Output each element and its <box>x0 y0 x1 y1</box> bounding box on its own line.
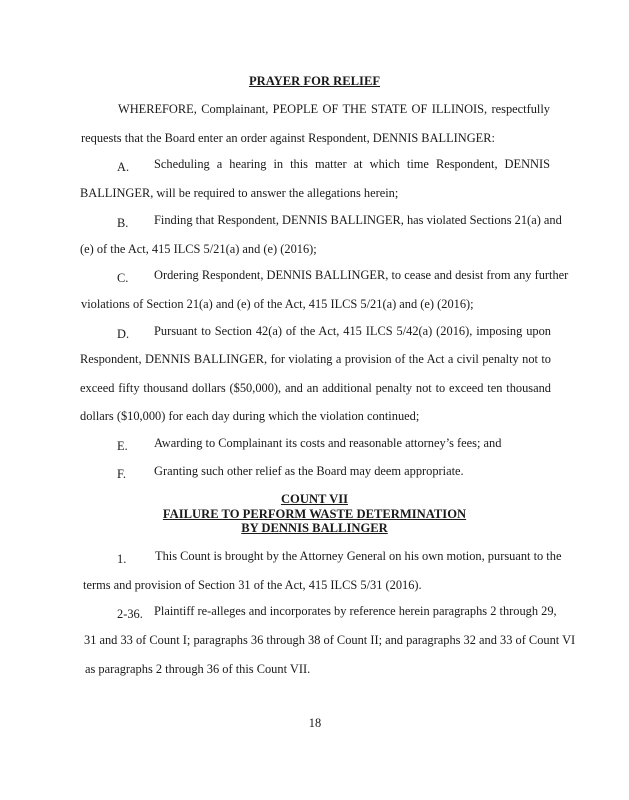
para-2-line-3: as paragraphs 2 through 36 of this Count VII. <box>85 662 311 676</box>
item-b-label: B. <box>117 216 129 230</box>
count-heading-2: FAILURE TO PERFORM WASTE DETERMINATION <box>162 507 467 521</box>
para-2-line-2: 31 and 33 of Count I; paragraphs 36 through 38 of Count II; and paragraphs 32 and 33 of Count VI <box>84 633 576 647</box>
item-c-label: C. <box>117 271 129 285</box>
wherefore-line-2: requests that the Board enter an order against Respondent, DENNIS BALLINGER: <box>81 131 495 145</box>
item-e-label: E. <box>117 439 128 453</box>
item-d-label: D. <box>117 327 130 341</box>
para-1-line-1: This Count is brought by the Attorney General on his own motion, pursuant to the <box>155 549 562 563</box>
para-1-line-2: terms and provision of Section 31 of the Act, 415 ILCS 5/31 (2016). <box>83 578 422 592</box>
page-number: 18 <box>308 716 322 730</box>
item-d-line-1: Pursuant to Section 42(a) of the Act, 415 ILCS 5/42(a) (2016), imposing upon <box>154 324 551 338</box>
item-f-line-1: Granting such other relief as the Board may deem appropriate. <box>154 464 464 478</box>
item-a-line-2: BALLINGER, will be required to answer the allegations herein; <box>80 186 399 200</box>
wherefore-line-1: WHEREFORE, Complainant, PEOPLE OF THE STATE OF ILLINOIS, respectfully <box>118 102 550 116</box>
para-2-number: 2-36. <box>117 607 143 621</box>
item-d-line-2: Respondent, DENNIS BALLINGER, for violating a provision of the Act a civil penalty not to <box>80 352 551 366</box>
para-2-line-1: Plaintiff re-alleges and incorporates by reference herein paragraphs 2 through 29, <box>154 604 557 618</box>
item-c-line-2: violations of Section 21(a) and (e) of the Act, 415 ILCS 5/21(a) and (e) (2016); <box>81 297 474 311</box>
item-a-line-1: Scheduling a hearing in this matter at which time Respondent, DENNIS <box>154 157 550 171</box>
count-heading-1: COUNT VII <box>280 492 349 506</box>
count-heading-3: BY DENNIS BALLINGER <box>241 521 388 535</box>
para-1-number: 1. <box>117 552 127 566</box>
item-b-line-1: Finding that Respondent, DENNIS BALLINGER, has violated Sections 21(a) and <box>154 213 562 227</box>
item-d-line-4: dollars ($10,000) for each day during which the violation continued; <box>80 409 420 423</box>
item-d-line-3: exceed fifty thousand dollars ($50,000), and an additional penalty not to exceed ten thousand <box>80 381 551 395</box>
prayer-heading: PRAYER FOR RELIEF <box>248 74 381 88</box>
item-f-label: F. <box>117 467 126 481</box>
item-a-label: A. <box>117 160 130 174</box>
item-b-line-2: (e) of the Act, 415 ILCS 5/21(a) and (e) (2016); <box>80 242 317 256</box>
item-e-line-1: Awarding to Complainant its costs and reasonable attorney’s fees; and <box>154 436 502 450</box>
item-c-line-1: Ordering Respondent, DENNIS BALLINGER, to cease and desist from any further <box>154 268 569 282</box>
